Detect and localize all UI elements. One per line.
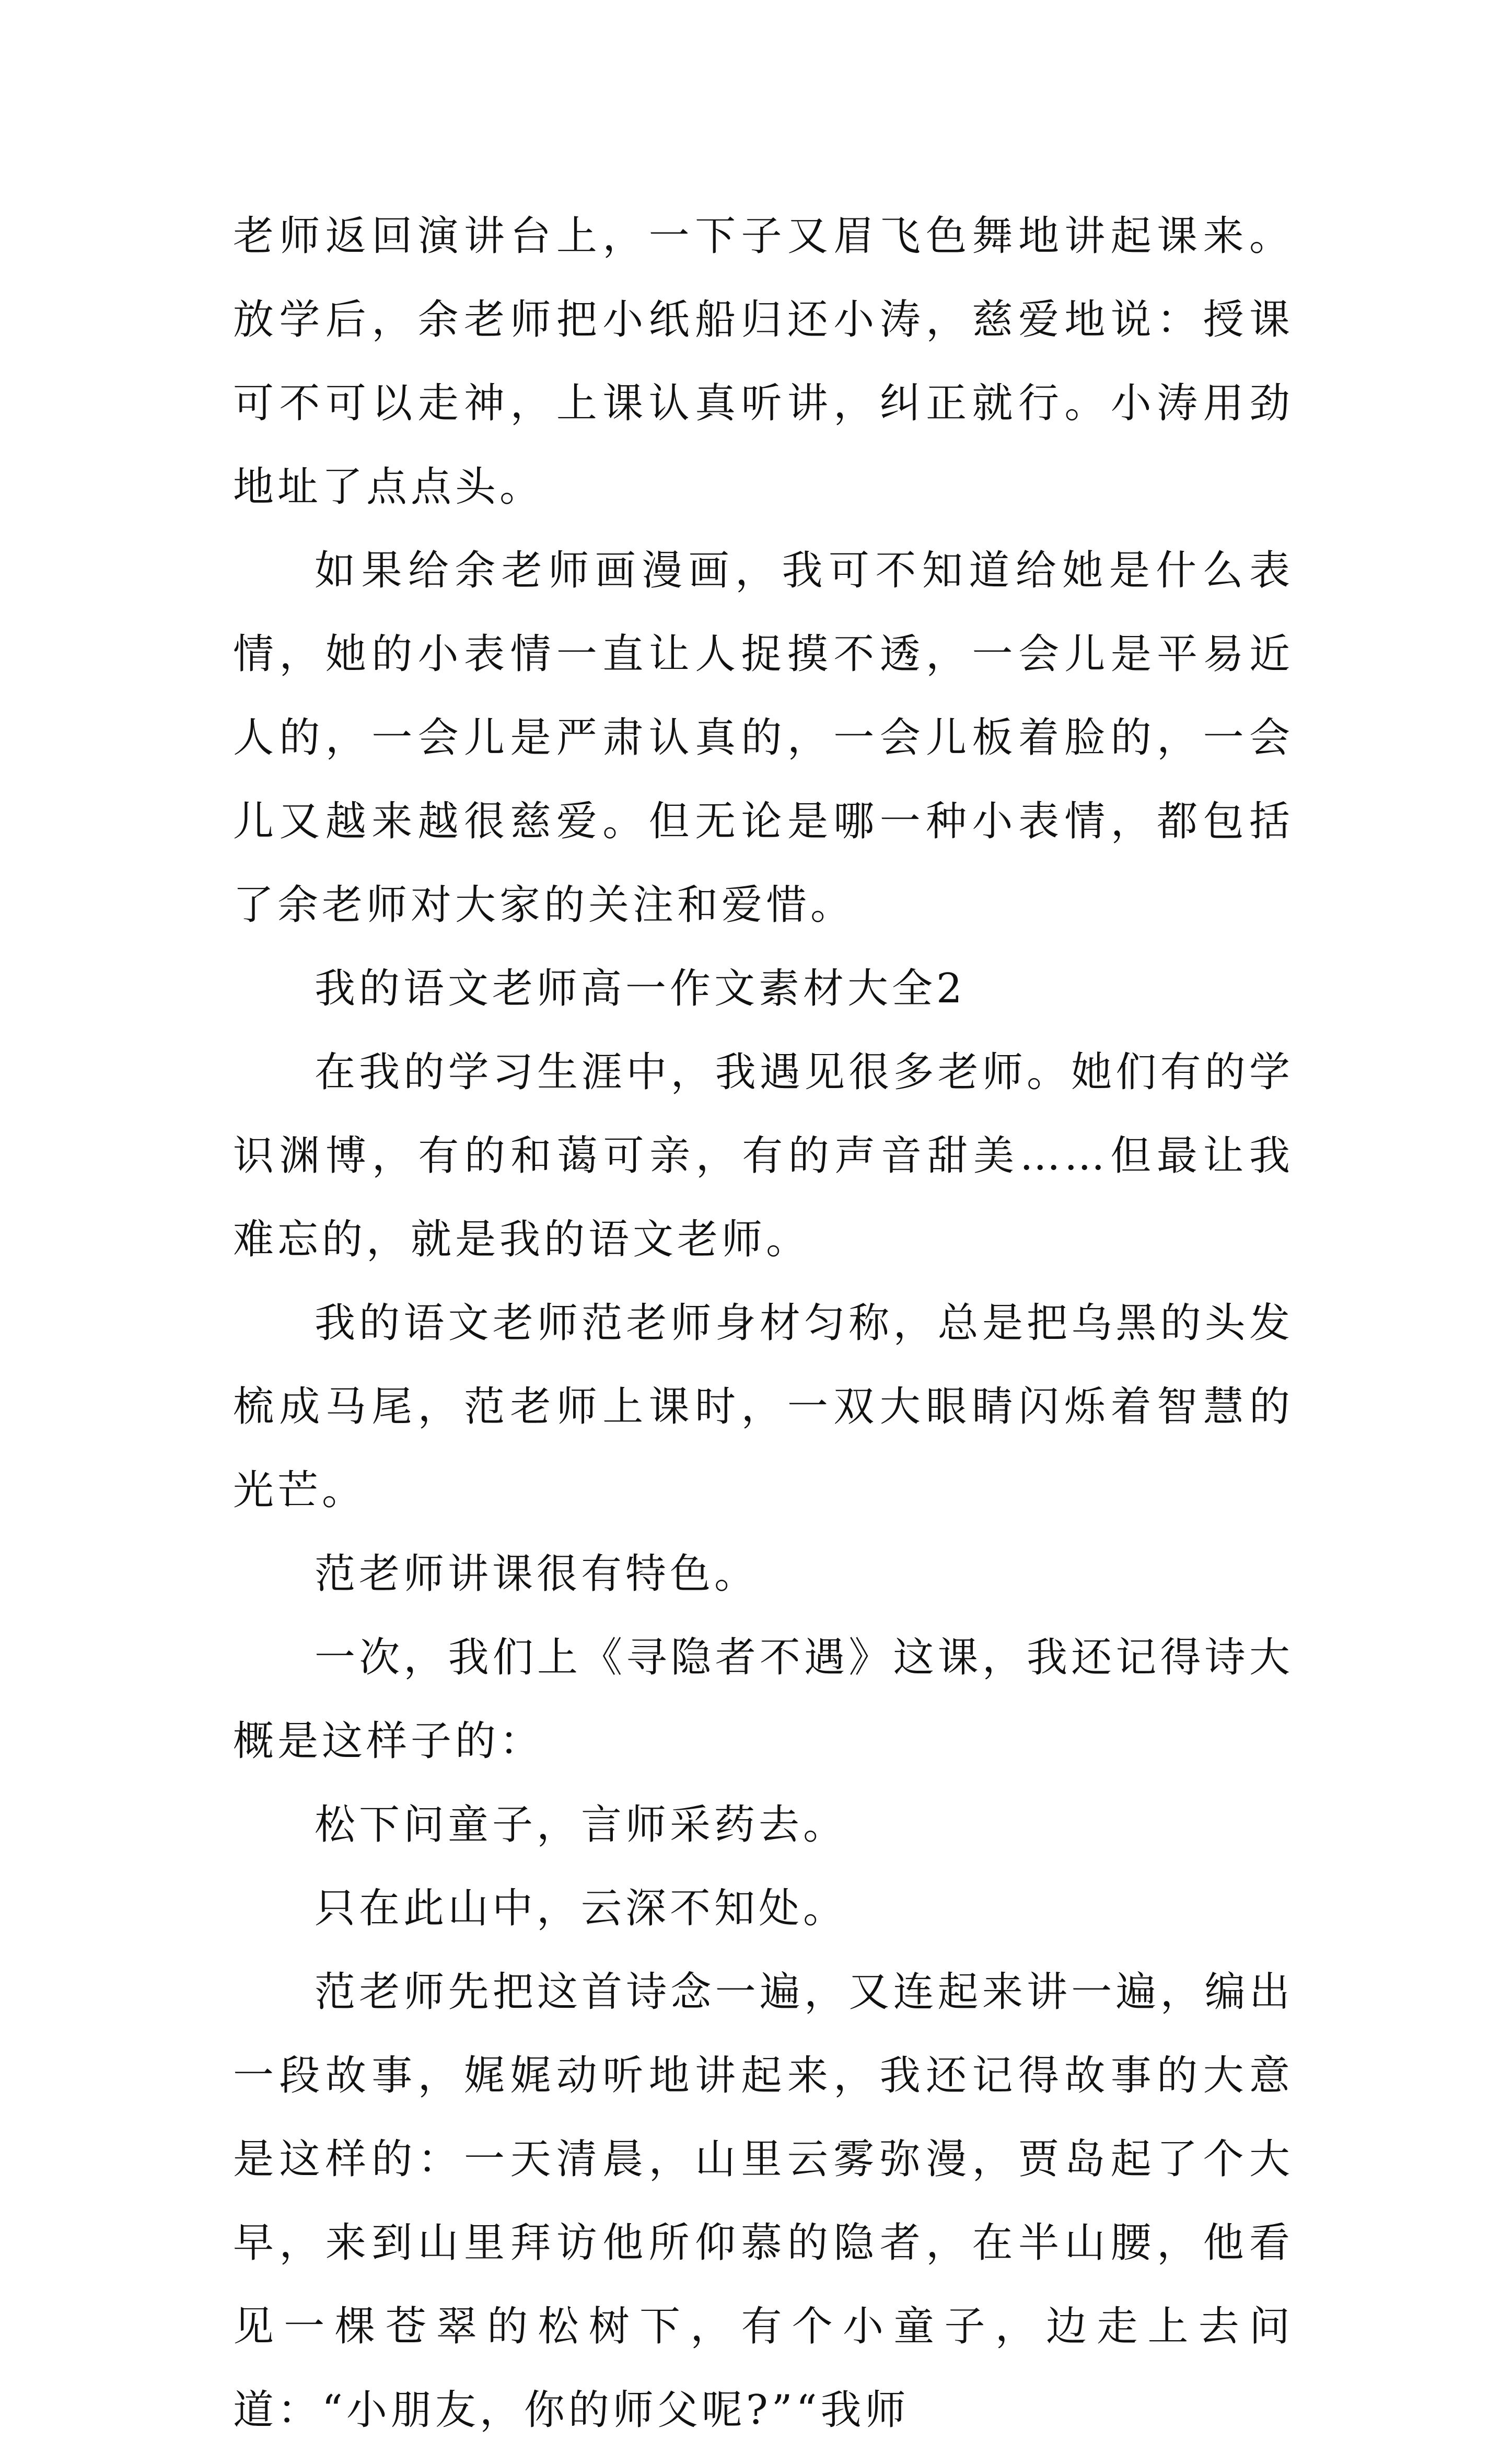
paragraph-1: 老师返回演讲台上，一下子又眉飞色舞地讲起课来。放学后，余老师把小纸船归还小涛，慈爱地说：授课可不可以走神，上课认真听讲，纠正就行。小涛用劲地址了点点头。 (233, 213, 1294, 511)
paragraph-4: 我的语文老师范老师身材匀称，总是把乌黑的头发梳成马尾，范老师上课时，一双大眼睛闪烁着智慧的光芒。 (233, 1300, 1294, 1514)
document-body (233, 194, 1294, 2452)
paragraph-7: 范老师先把这首诗念一遍，又连起来讲一遍，编出一段故事，娓娓动听地讲起来，我还记得故事的大意是这样的：一天清晨，山里云雾弥漫，贾岛起了个大早，来到山里拜访他所仰慕的隐者，在半山腰，他看见一棵苍翠的松树下，有个小童子，边走上去问道：“小朋友，你的师父呢?”“我师 (233, 1969, 1294, 2434)
section-heading: 我的语文老师高一作文素材大全2 (315, 965, 966, 1012)
paragraph-5: 范老师讲课很有特色。 (315, 1551, 759, 1598)
poem-line-1: 松下问童子，言师采药去。 (315, 1801, 848, 1848)
poem-line-2: 只在此山中，云深不知处。 (315, 1885, 848, 1932)
paragraph-3: 在我的学习生涯中，我遇见很多老师。她们有的学识渊博，有的和蔼可亲，有的声音甜美……但最让我难忘的，就是我的语文老师。 (233, 1049, 1294, 1263)
paragraph-6: 一次，我们上《寻隐者不遇》这课，我还记得诗大概是这样子的： (233, 1634, 1294, 1765)
paragraph-2: 如果给余老师画漫画，我可不知道给她是什么表情，她的小表情一直让人捉摸不透，一会儿是平易近人的，一会儿是严肃认真的，一会儿板着脸的，一会儿又越来越很慈爱。但无论是哪一种小表情，都包括了余老师对大家的关注和爱惜。 (233, 547, 1294, 929)
